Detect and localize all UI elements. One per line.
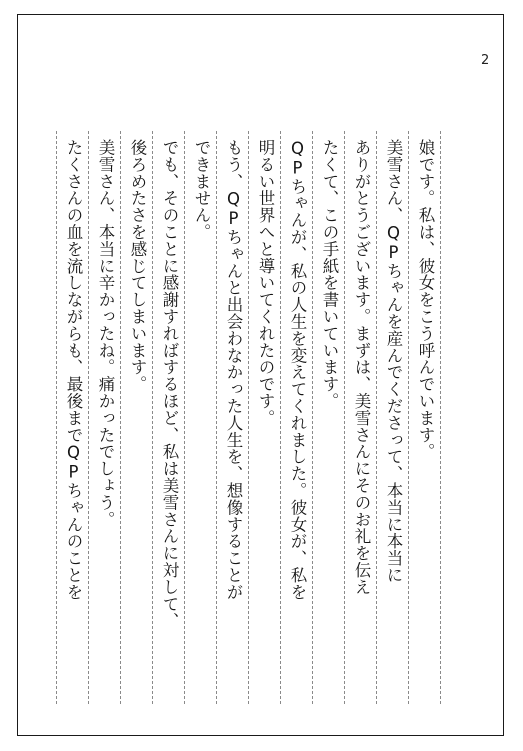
letter-line: もう、QPちゃんと出会わなかった人生を、想像することが xyxy=(224,139,243,601)
letter-line: QPちゃんが、私の人生を変えてくれました。彼女が、私を xyxy=(288,139,307,601)
ruled-writing-area xyxy=(56,131,444,704)
letter-line: 美雪さん、QPちゃんを産んでくださって、本当に本当に xyxy=(384,139,403,584)
letter-line: でも、そのことに感謝すればするほど、私は美雪さんに対して、 xyxy=(160,139,179,630)
letter-line: 美雪さん、本当に辛かったね。痛かったでしょう。 xyxy=(96,139,115,528)
letter-line: 後ろめたさを感じてしまいます。 xyxy=(128,139,147,393)
letter-line: たくて、この手紙を書いています。 xyxy=(320,139,339,410)
page-number: 2 xyxy=(481,53,490,68)
letter-line: 娘です。私は、彼女をこう呼んでいます。 xyxy=(416,139,435,461)
letter-line: たくさんの血を流しながらも、最後までQPちゃんのことを xyxy=(64,139,83,601)
letter-line: できません。 xyxy=(192,139,211,241)
letter-page xyxy=(17,14,504,736)
letter-line: ありがとうございます。まずは、美雪さんにそのお礼を伝え xyxy=(352,139,371,596)
letter-line: 明るい世界へと導いてくれたのです。 xyxy=(256,139,275,427)
